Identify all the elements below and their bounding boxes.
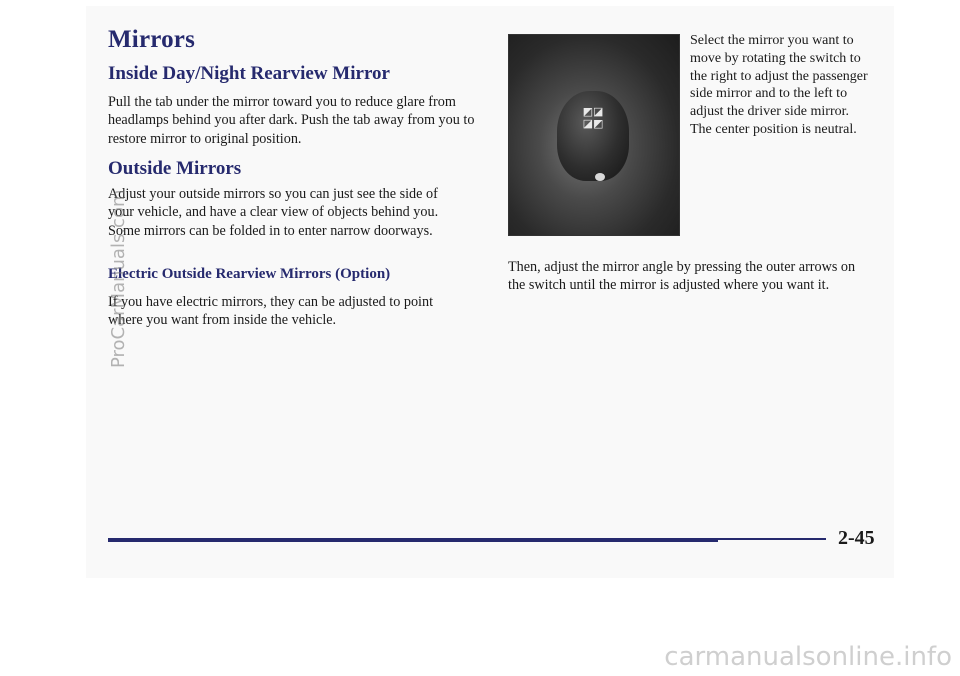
inside-mirror-text: Pull the tab under the mirror toward you to reduce glare from headlamps behind you after dark. Push the tab away from you to restore mirror to original position. — [108, 94, 475, 147]
mirror-switch-photo — [508, 34, 680, 236]
knob-highlight — [595, 173, 605, 181]
mirror-arrows-icon: ◩◪ ◪◩ — [582, 105, 604, 130]
inside-mirror-heading: Inside Day/Night Rearview Mirror — [108, 63, 390, 84]
adjust-angle-text: Then, adjust the mirror angle by pressing the outer arrows on the switch until the mirror is adjusted where you want it. — [508, 259, 856, 294]
switch-instructions-text: Select the mirror you want to move by rotating the switch to the right to adjust the passenger side mirror and to the left to adjust the driver side mirror. The center position is neutral. — [690, 33, 868, 137]
page-title: Mirrors — [108, 26, 196, 53]
mirror-control-switch-icon — [557, 91, 629, 181]
footer-rule-thick — [108, 538, 718, 542]
outside-mirrors-text: Adjust your outside mirrors so you can just see the side of your vehicle, and have a clear view of objects behind you. Some mirrors can be folded in to enter narrow doorways. — [108, 186, 439, 239]
side-watermark — [108, 348, 129, 368]
electric-mirrors-text: If you have electric mirrors, they can be adjusted to point where you want from inside the vehicle. — [108, 294, 434, 329]
page-number: 2-45 — [838, 527, 875, 549]
footer-site-url: carmanualsonline.info — [664, 642, 952, 672]
electric-mirrors-heading: Electric Outside Rearview Mirrors (Option) — [108, 266, 391, 282]
outside-mirrors-heading: Outside Mirrors — [108, 158, 242, 179]
